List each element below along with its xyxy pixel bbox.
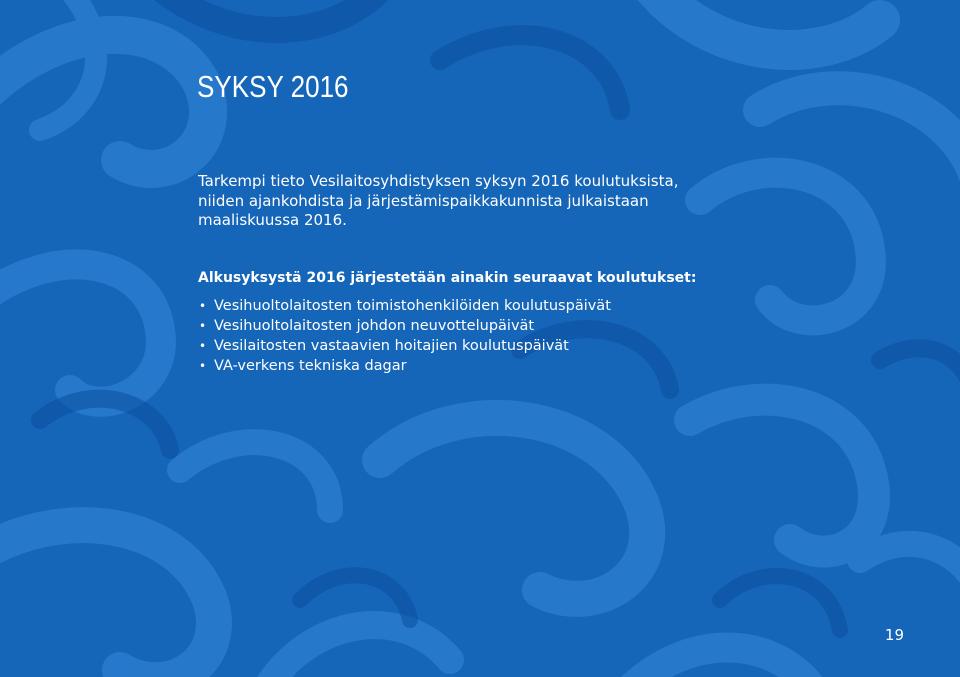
intro-line: Tarkempi tieto Vesilaitosyhdistyksen syksyn 2016 koulutuksista, bbox=[198, 172, 679, 190]
list-item bbox=[198, 316, 611, 336]
bullet-icon: • bbox=[199, 359, 207, 373]
list-item bbox=[198, 296, 611, 316]
course-name: VA-verkens tekniska dagar bbox=[214, 358, 407, 374]
bullet-icon: • bbox=[199, 339, 207, 353]
course-name: Vesihuoltolaitosten johdon neuvottelupäivät bbox=[214, 318, 535, 334]
page-number: 19 bbox=[884, 626, 904, 644]
intro-line: niiden ajankohdista ja järjestämispaikkakunnista julkaistaan bbox=[198, 191, 649, 210]
course-name: Vesihuoltolaitosten toimistohenkilöiden koulutuspäivät bbox=[214, 298, 611, 314]
page-title: SYKSY 2016 bbox=[197, 69, 349, 104]
intro-paragraph bbox=[198, 172, 678, 231]
list-item bbox=[198, 356, 611, 376]
course-list bbox=[198, 296, 611, 376]
bullet-icon: • bbox=[199, 299, 207, 313]
bullet-icon: • bbox=[199, 319, 207, 333]
courses-subheading: Alkusyksystä 2016 järjestetään ainakin seuraavat koulutukset: bbox=[198, 270, 697, 286]
intro-line: maaliskuussa 2016. bbox=[198, 211, 347, 229]
list-item bbox=[198, 336, 611, 356]
course-name: Vesilaitosten vastaavien hoitajien koulutuspäivät bbox=[214, 338, 569, 354]
